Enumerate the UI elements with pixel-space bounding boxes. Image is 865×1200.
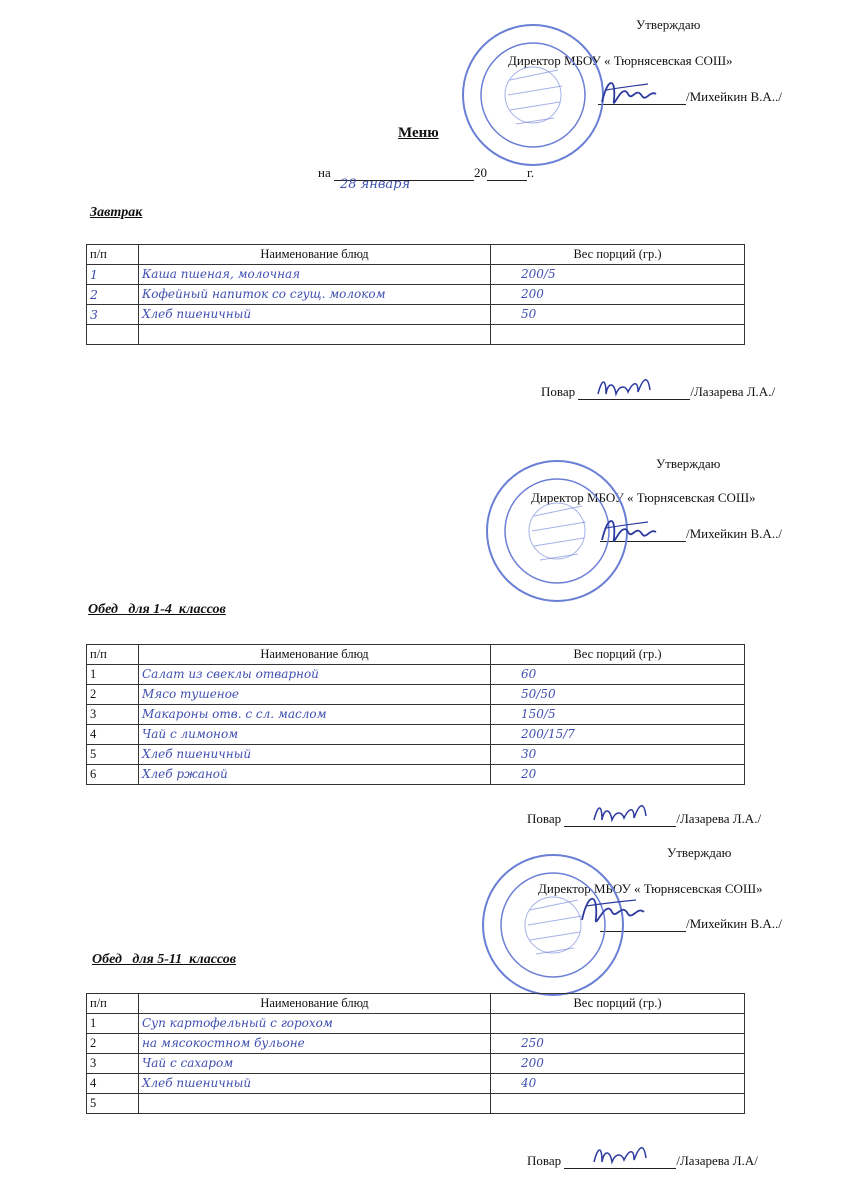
dish-weight: 50/50 [491,685,745,705]
dish-name: Чай с лимоном [139,725,491,745]
cook-name: /Лазарева Л.А./ [690,384,776,399]
cook-label: Повар [541,384,576,399]
year-suffix-label: г. [526,165,535,180]
director-line-middle: Директор МБОУ « Тюрнясевская СОШ» [531,490,756,505]
director-name-top: /Михейкин В.А../ [686,89,782,104]
column-header-number: п/п [87,994,139,1014]
dish-weight: 200/5 [491,265,745,285]
year-prefix: 20 [473,165,487,180]
dish-name: на мясокостном бульоне [139,1034,491,1054]
cook-signature-lunch-5-11 [590,1140,650,1170]
row-number: 1 [87,665,139,685]
cook-label: Повар [527,811,562,826]
date-handwritten: 28 января [339,177,411,192]
column-header-weight: Вес порций (гр.) [491,245,745,265]
column-header-weight: Вес порций (гр.) [491,994,745,1014]
table-row [87,1054,745,1074]
table-row [87,745,745,765]
dish-weight: 20 [491,765,745,785]
dish-weight: 200/15/7 [491,725,745,745]
table-row [87,725,745,745]
column-header-dish: Наименование блюд [139,994,491,1014]
dish-weight: 200 [491,285,745,305]
breakfast-table [86,244,745,345]
table-header-row [87,994,745,1014]
table-row [87,1034,745,1054]
school-stamp-top [458,20,608,170]
column-header-dish: Наименование блюд [139,245,491,265]
row-number: 3 [87,305,139,325]
lunch-1-4-table [86,644,745,785]
director-line-top: Директор МБОУ « Тюрнясевская СОШ» [508,53,733,68]
row-number: 4 [87,1074,139,1094]
cook-label: Повар [527,1153,562,1168]
table-row [87,285,745,305]
dish-weight: 250 [491,1034,745,1054]
table-row [87,265,745,285]
dish-name: Салат из свеклы отварной [139,665,491,685]
cook-signature-lunch-1-4 [590,798,650,828]
dish-name: Чай с сахаром [139,1054,491,1074]
dish-name: Хлеб пшеничный [139,1074,491,1094]
table-row [87,1014,745,1034]
dish-weight: 40 [491,1074,745,1094]
director-signature-top [598,72,658,117]
table-row [87,1094,745,1114]
dish-weight [491,325,745,345]
table-row [87,305,745,325]
row-number: 1 [87,1014,139,1034]
dish-weight: 50 [491,305,745,325]
lunch-1-4-title: Обед для 1-4 классов [88,602,226,617]
column-header-number: п/п [87,645,139,665]
breakfast-title: Завтрак [90,205,143,220]
dish-name: Хлеб ржаной [139,765,491,785]
director-name-bottom: /Михейкин В.А../ [686,916,782,931]
row-number: 5 [87,1094,139,1114]
table-row [87,1074,745,1094]
dish-weight: 30 [491,745,745,765]
table-header-row [87,245,745,265]
row-number: 2 [87,285,139,305]
table-header-row [87,645,745,665]
cook-line-breakfast [541,384,775,400]
row-number: 6 [87,765,139,785]
date-on-label: на [318,165,331,180]
row-number: 1 [87,265,139,285]
dish-weight: 60 [491,665,745,685]
table-row [87,325,745,345]
director-signature-middle [598,510,658,555]
director-line-bottom: Директор МБОУ « Тюрнясевская СОШ» [538,881,763,896]
cook-name: /Лазарева Л.А./ [676,811,762,826]
approve-label-middle: Утверждаю [656,456,721,471]
row-number: 3 [87,1054,139,1074]
row-number: 2 [87,1034,139,1054]
row-number: 5 [87,745,139,765]
dish-name [139,1094,491,1114]
dish-name [139,325,491,345]
table-row [87,705,745,725]
dish-weight: 150/5 [491,705,745,725]
row-number: 4 [87,725,139,745]
director-name-middle: /Михейкин В.А../ [686,526,782,541]
column-header-dish: Наименование блюд [139,645,491,665]
table-row [87,685,745,705]
row-number: 3 [87,705,139,725]
dish-name: Каша пшеная, молочная [139,265,491,285]
table-row [87,765,745,785]
row-number [87,325,139,345]
dish-name: Суп картофельный с горохом [139,1014,491,1034]
cook-name: /Лазарева Л.А/ [676,1153,758,1168]
dish-weight: 200 [491,1054,745,1074]
approve-label-bottom: Утверждаю [667,845,732,860]
row-number: 2 [87,685,139,705]
dish-name: Хлеб пшеничный [139,305,491,325]
dish-name: Макароны отв. с сл. маслом [139,705,491,725]
date-line [318,165,535,192]
column-header-number: п/п [87,245,139,265]
director-signature-bottom [578,886,648,936]
cook-signature-breakfast [594,372,654,402]
page-title: Меню [398,125,439,141]
dish-weight [491,1014,745,1034]
dish-name: Хлеб пшеничный [139,745,491,765]
dish-name: Мясо тушеное [139,685,491,705]
lunch-5-11-table [86,993,745,1114]
table-row [87,665,745,685]
column-header-weight: Вес порций (гр.) [491,645,745,665]
approve-label-top: Утверждаю [636,17,701,32]
dish-name: Кофейный напиток со сгущ. молоком [139,285,491,305]
lunch-5-11-title: Обед для 5-11 классов [92,952,237,967]
dish-weight [491,1094,745,1114]
